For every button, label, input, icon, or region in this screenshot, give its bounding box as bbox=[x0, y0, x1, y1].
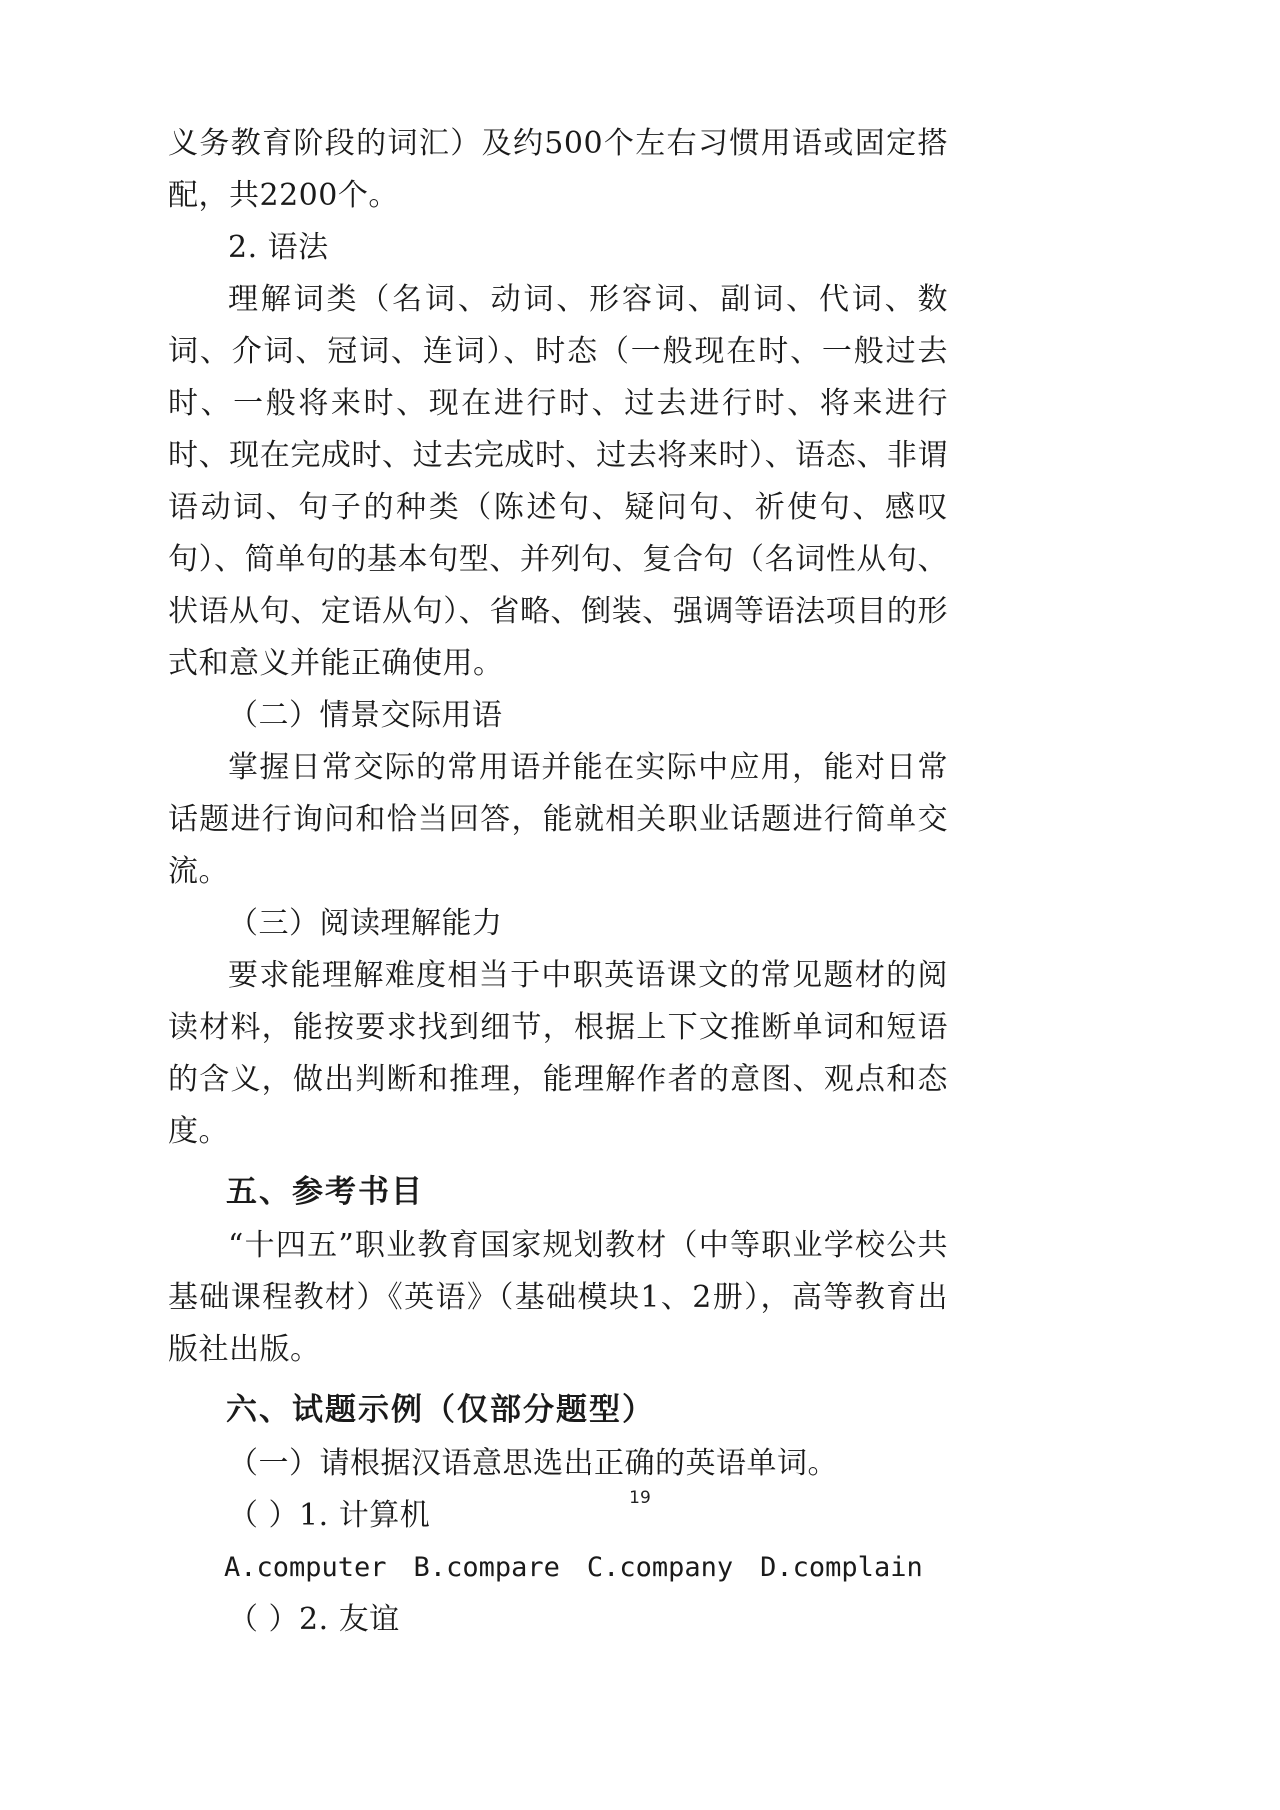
section-heading-reference-books: 五、参考书目 bbox=[226, 1174, 424, 1210]
paragraph-situational-language: 掌握日常交际的常用语并能在实际中应用，能对日常话题进行询问和恰当回答，能就相关职业话题进行简单交流。 bbox=[168, 750, 948, 889]
heading-situational-language: （二）情景交际用语 bbox=[228, 698, 503, 733]
paragraph-grammar-detail: 理解词类（名词、动词、形容词、副词、代词、数词、介词、冠词、连词）、时态（一般现在时、一般过去时、一般将来时、现在进行时、过去进行时、将来进行时、现在完成时、过去完成时、过去将来时）、语态、非谓语动词、句子的种类（陈述句、疑问句、祈使句、感叹句）、简单句的基本句型、并列句、复合句（名词性从句、状语从句、定语从句）、省略、倒装、强调等语法项目的形式和意义并能正确使用。 bbox=[168, 282, 948, 681]
question-item-1: （ ）1. 计算机 bbox=[228, 1498, 431, 1533]
paragraph-reference-books: “十四五”职业教育国家规划教材（中等职业学校公共基础课程教材）《英语》（基础模块1、2册），高等教育出版社出版。 bbox=[168, 1228, 948, 1367]
heading-grammar: 2. 语法 bbox=[228, 230, 329, 265]
paragraph-reading-comprehension: 要求能理解难度相当于中职英语课文的常见题材的阅读材料，能按要求找到细节，根据上下文推断单词和短语的含义，做出判断和推理，能理解作者的意图、观点和态度。 bbox=[168, 958, 948, 1149]
heading-reading-comprehension: （三）阅读理解能力 bbox=[228, 906, 503, 941]
question-item-2: （ ）2. 友谊 bbox=[228, 1602, 400, 1637]
page-number: 19 bbox=[629, 1488, 651, 1508]
question-1-options: A.computer B.compare C.company D.complain bbox=[224, 1552, 923, 1583]
paragraph-vocabulary-continued: 义务教育阶段的词汇）及约500个左右习惯用语或固定搭配，共2200个。 bbox=[168, 126, 948, 213]
section-heading-sample-questions: 六、试题示例（仅部分题型） bbox=[226, 1392, 655, 1428]
page-content bbox=[168, 118, 948, 1646]
paragraph-sample-instruction: （一）请根据汉语意思选出正确的英语单词。 bbox=[228, 1446, 838, 1481]
